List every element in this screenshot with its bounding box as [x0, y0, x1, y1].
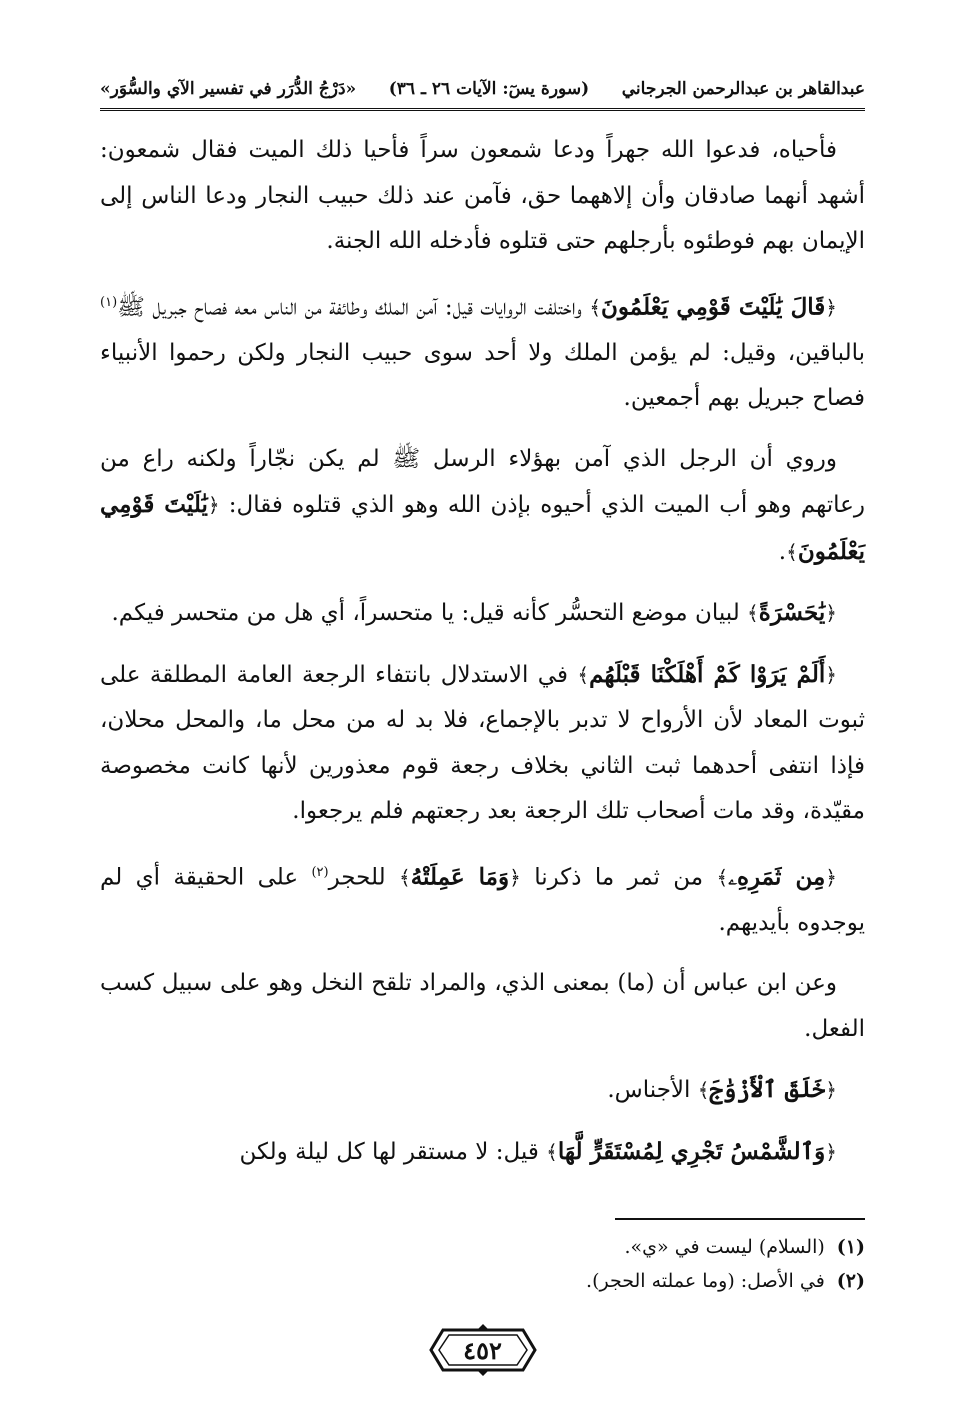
header-author: عبدالقاهر بن عبدالرحمن الجرجاني	[621, 79, 865, 99]
header-book-title: «دَرْجُ الدُّرَر في تفسير الآي والسُّوَر»	[100, 79, 357, 99]
footnotes	[100, 1230, 865, 1298]
header-rule	[100, 108, 865, 111]
quran-verse: يَٰلَيْتَ قَوْمِي يَعْلَمُونَ	[100, 491, 865, 565]
body-text	[100, 128, 865, 1190]
quran-verse: مِن ثَمَرِهِۦ	[728, 863, 826, 891]
quran-close-bracket: ﴾	[716, 865, 729, 890]
quran-verse: يَٰحَسْرَةً	[758, 599, 826, 627]
quran-verse: وَٱلشَّمْسُ تَجْرِي لِمُسْتَقَرٍّ لَّهَا	[557, 1137, 826, 1165]
quran-open-bracket: ﴿	[825, 662, 837, 687]
quran-close-bracket: ﴾	[577, 662, 590, 687]
quran-open-bracket: ﴿	[825, 1078, 837, 1103]
text-segment: واختلفت الروايات قيل: آمن الملك وطائفة من الناس معه فصاح جبريل ﷺ	[117, 294, 590, 321]
footnote-ref: (٢)	[311, 864, 329, 880]
paragraph	[100, 280, 865, 422]
footnote-rule	[615, 1218, 865, 1220]
quran-close-bracket: ﴾	[697, 1078, 710, 1103]
footnote	[100, 1264, 865, 1298]
quran-close-bracket: ﴾	[398, 865, 411, 890]
footnote-text: (السلام) ليست في «ي».	[624, 1236, 825, 1258]
quran-open-bracket: ﴿	[509, 865, 521, 890]
text-segment: للحجر	[328, 864, 399, 891]
text-segment: .	[778, 538, 787, 565]
quran-close-bracket: ﴾	[786, 539, 798, 564]
text-segment: فأحياه، فدعوا الله جهراً ودعا شمعون سراً فأحيا ذلك الميت فقال شمعون: أشهد أنهما صادقان وأن إلاههما حق، فآمن عند ذلك حبيب النجار ودعا الناس إلى الإيمان بهم فوطئوه بأرجلهم حتى قتلوه فأدخله الله الجنة.	[100, 137, 865, 254]
paragraph	[100, 590, 865, 637]
paragraph	[100, 1067, 865, 1114]
quran-open-bracket: ﴿	[825, 601, 837, 626]
quran-close-bracket: ﴾	[747, 601, 759, 626]
quran-verse: خَلَقَ ٱلْأَزْوَٰجَ	[709, 1076, 826, 1104]
quran-verse: أَلَمْ يَرَوْا كَمْ أَهْلَكْنَا قَبْلَهُم	[589, 660, 826, 688]
paragraph	[100, 652, 865, 835]
page-number-ornament	[423, 1322, 543, 1378]
text-segment: لبيان موضع التحسُّر كأنه قيل: يا متحسراً، أي هل من متحسر فيكم.	[111, 600, 748, 627]
footnote-ref: (١)	[100, 294, 118, 310]
quran-open-bracket: ﴿	[825, 865, 837, 890]
text-segment: على الحقيقة أي لم يوجدوه بأيديهم.	[100, 864, 865, 936]
paragraph	[100, 1129, 865, 1176]
paragraph	[100, 850, 865, 947]
paragraph	[100, 437, 865, 576]
page-number: ٤٥٢	[463, 1335, 502, 1365]
quran-close-bracket: ﴾	[546, 1139, 558, 1164]
paragraph	[100, 128, 865, 265]
quran-verse: قَالَ يَٰلَيْتَ قَوْمِي يَعْلَمُونَ	[601, 293, 826, 321]
paragraph	[100, 961, 865, 1052]
running-header	[100, 74, 865, 104]
quran-open-bracket: ﴿	[825, 295, 837, 320]
text-segment: الأجناس.	[607, 1077, 698, 1104]
text-segment: من ثمر ما ذكرنا	[520, 864, 717, 891]
text-segment: قيل: لا مستقر لها كل ليلة ولكن	[239, 1138, 547, 1165]
quran-open-bracket: ﴿	[207, 493, 220, 518]
footnote-text: في الأصل: (وما عملته الحجر).	[586, 1270, 825, 1292]
text-segment: وعن ابن عباس أن (ما) بمعنى الذي، والمراد تلقح النخل وهو على سبيل كسب الفعل.	[100, 970, 865, 1042]
quran-close-bracket: ﴾	[589, 295, 602, 320]
footnote-number: (١)	[836, 1236, 865, 1258]
quran-verse: وَمَا عَمِلَتْهُ	[410, 863, 510, 891]
text-segment: وروي أن الرجل الذي آمن بهؤلاء الرسل ﷺ لم يكن نجّاراً ولكنه راع من رعاتهم وهو أب الميت الذي أحيوه بإذن الله وهو الذي قتلوه فقال:	[100, 445, 865, 519]
footnote-number: (٢)	[836, 1270, 865, 1292]
text-segment: في الاستدلال بانتفاء الرجعة العامة المطلقة على ثبوت المعاد لأن الأرواح لا تدبر بالإجماع، فلا بد له من محل ما، والمحل محلان، فإذا انتفى أحدهما ثبت الثاني بخلاف رجعة قوم معذورين لأنها كانت مخصوصة مقيّدة، وقد مات أصحاب تلك الرجعة بعد رجعتهم فلم يرجعوا.	[100, 661, 865, 825]
text-segment: بالباقين، وقيل: لم يؤمن الملك ولا أحد سوى حبيب النجار ولكن رحموا الأنبياء فصاح جبريل بهم أجمعين.	[100, 339, 865, 412]
header-section: (سورة يسٓ: الآيات ٢٦ ـ ٣٦)	[388, 79, 590, 99]
footnote	[100, 1230, 865, 1264]
quran-open-bracket: ﴿	[825, 1139, 837, 1164]
